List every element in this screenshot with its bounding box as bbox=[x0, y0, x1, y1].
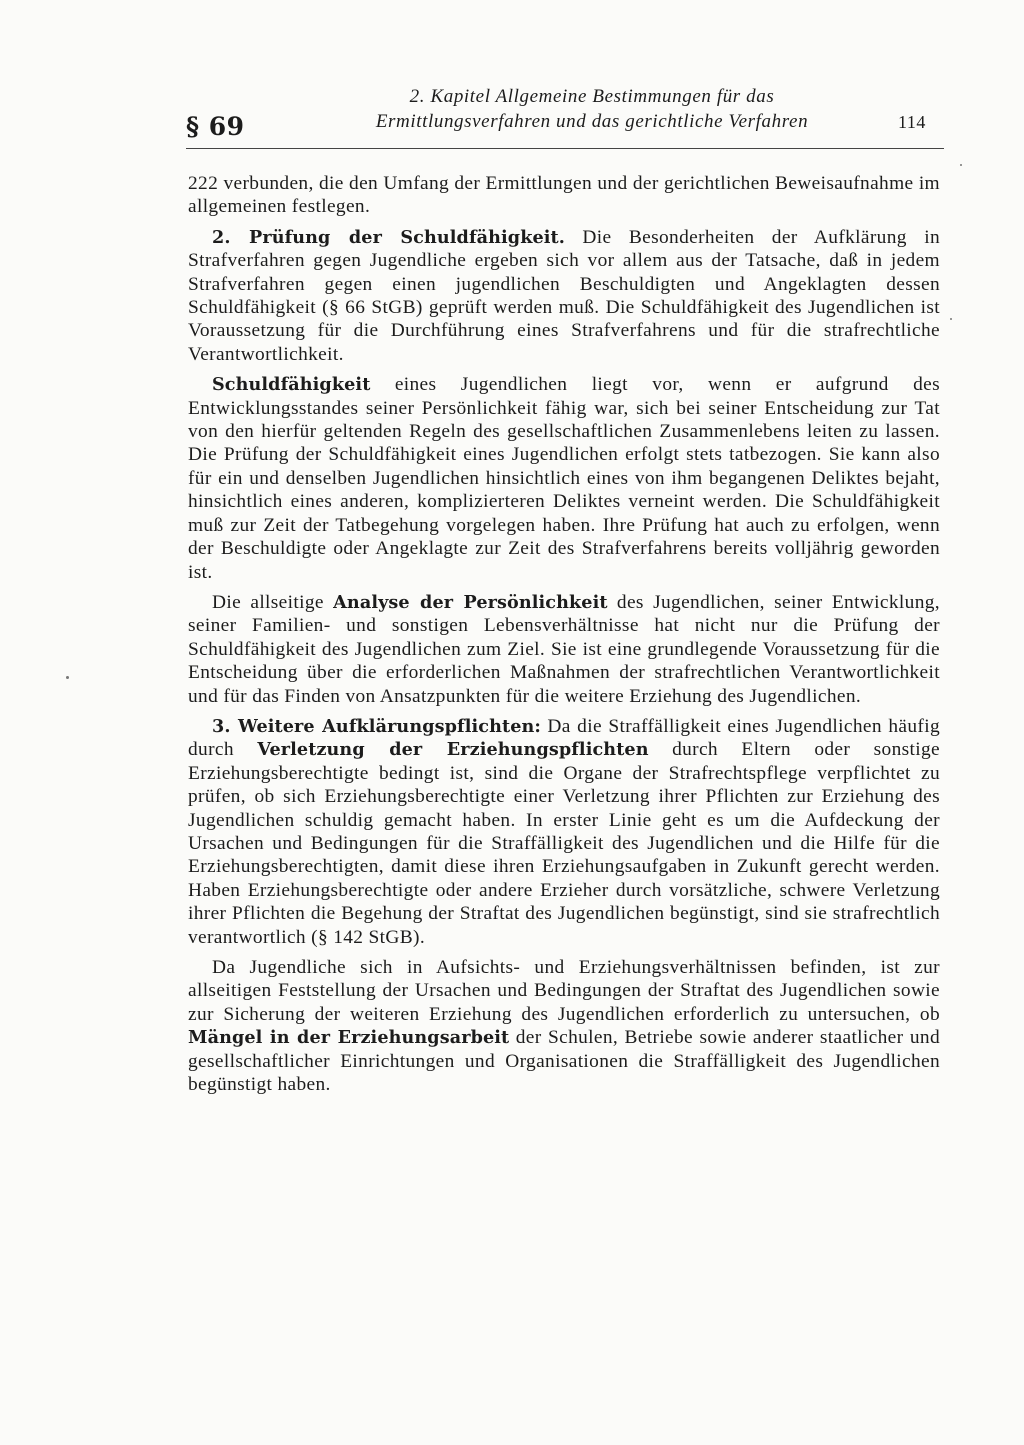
paragraph-continuation bbox=[188, 172, 940, 219]
paragraph-text: 222 verbunden, die den Umfang der Ermittlungen und der gerichtlichen Beweisaufnahme im allgemeinen festlegen. bbox=[188, 173, 940, 218]
paragraph-maengel-erziehungsarbeit bbox=[188, 956, 940, 1096]
paragraph-text-after: des Jugendlichen, seiner Entwicklung, seiner Familien- und sonstigen Lebensverhältnisse hat nicht nur die Prüfung der Schuldfähigkeit des Jugendlichen zum Ziel. Sie ist eine grundlegende Voraussetzung für die Entscheidung über die erforderlichen Maßnahmen der strafrechtlichen Verantwortlichkeit und für das Finden von Ansatzpunkten für die weitere Erziehung des Jugendlichen. bbox=[188, 591, 940, 707]
paragraph-text: Die Besonderheiten der Aufklärung in Strafverfahren gegen Jugendliche ergeben sich vor allem aus der Tatsache, daß in jedem Strafverfahren gegen einen jugendlichen Beschuldigten und Angeklagten dessen Schuldfähigkeit (§ 66 StGB) geprüft werden muß. Die Schuldfähigkeit des Jugendlichen ist Voraussetzung für die Durchführung eines Strafverfahrens und für die strafrechtliche Verantwortlichkeit. bbox=[188, 226, 940, 365]
paragraph-text-before: Da Jugendliche sich in Aufsichts- und Erziehungsverhältnissen befinden, ist zur allseitigen Feststellung der Ursachen und Bedingungen der Straftat des Jugendlichen sowie zur Sicherung der weiteren Erziehung des Jugendlichen erforderlich zu untersuchen, ob bbox=[188, 957, 940, 1025]
bold-term: Analyse der Persönlichkeit bbox=[333, 591, 608, 613]
scan-speck bbox=[66, 676, 69, 679]
bold-term: Mängel in der Erziehungsarbeit bbox=[188, 1027, 510, 1049]
paragraph-pruefung-schuldfaehigkeit bbox=[188, 226, 940, 366]
paragraph-definition-schuldfaehigkeit bbox=[188, 373, 940, 584]
bold-term: Schuldfähigkeit bbox=[212, 374, 371, 396]
section-number: § 69 bbox=[186, 112, 245, 141]
running-head bbox=[282, 84, 902, 134]
paragraph-analyse-persoenlichkeit bbox=[188, 591, 940, 708]
subsection-heading: 2. Prüfung der Schuldfähigkeit. bbox=[212, 226, 566, 248]
paragraph-text-before: Da die Straffälligkeit eines Jugendlichen häufig durch bbox=[188, 715, 940, 761]
paragraph-text: eines Jugendlichen liegt vor, wenn er aufgrund des Entwicklungsstandes seiner Persönlichkeit fähig war, sich bei seiner Entscheidung zur Tat von den hierfür geltenden Regeln des gesellschaftlichen Zusammenlebens leiten zu lassen. Die Prüfung der Schuldfähigkeit eines Jugendlichen erfolgt stets tatbezogen. Sie kann also für ein und denselben Jugendlichen hinsichtlich eines von ihm begangenen Deliktes bejaht, hinsichtlich eines anderen, komplizierteren Deliktes verneint werden. Die Schuldfähigkeit muß zur Zeit der Tatbegehung vorgelegen haben. Ihre Prüfung hat auch zu erfolgen, wenn der Beschuldigte oder Angeklagte zur Zeit des Strafverfahrens bereits volljährig geworden ist. bbox=[188, 374, 940, 583]
paragraph-text-after: durch Eltern oder sonstige Erziehungsberechtigte bedingt ist, sind die Organe der Strafrechtspflege verpflichtet zu prüfen, ob sich Erziehungsberechtigte einer Verletzung ihrer Pflichten zur Erziehung des Jugendlichen schuldig gemacht haben. In erster Linie geht es um die Aufdeckung der Ursachen und Bedingungen für die Straffälligkeit des Jugendlichen und die Hilfe für die Erziehungsberechtigten, damit diese ihren Erziehungsaufgaben in Zukunft gerecht werden. Haben Erziehungsberechtigte oder andere Erzieher durch vorsätzliche, schwere Verletzung ihrer Pflichten die Begehung der Straftat des Jugendlichen begünstigt, sind sie strafrechtlich verantwortlich (§ 142 StGB). bbox=[188, 739, 940, 948]
page-number: 114 bbox=[898, 112, 926, 132]
body-text bbox=[188, 172, 940, 1103]
scan-speck bbox=[950, 318, 952, 320]
paragraph-text-after: der Schulen, Betriebe sowie anderer staatlicher und gesellschaftlicher Einrichtungen und Organisationen die Straffälligkeit des Jugendlichen begünstigt haben. bbox=[188, 1027, 940, 1096]
paragraph-text-before: Die allseitige bbox=[212, 591, 334, 613]
bold-term: Verletzung der Erziehungspflichten bbox=[257, 739, 649, 761]
paragraph-weitere-aufklaerungspflichten bbox=[188, 715, 940, 949]
chapter-title-line-2: Ermittlungsverfahren und das gerichtliche Verfahren bbox=[375, 111, 809, 132]
page-header bbox=[186, 84, 946, 148]
subsection-heading: 3. Weitere Aufklärungspflichten: bbox=[212, 715, 541, 737]
header-rule bbox=[186, 148, 944, 149]
chapter-title-line-1: 2. Kapitel Allgemeine Bestimmungen für das bbox=[409, 86, 775, 107]
scan-speck bbox=[960, 164, 962, 166]
